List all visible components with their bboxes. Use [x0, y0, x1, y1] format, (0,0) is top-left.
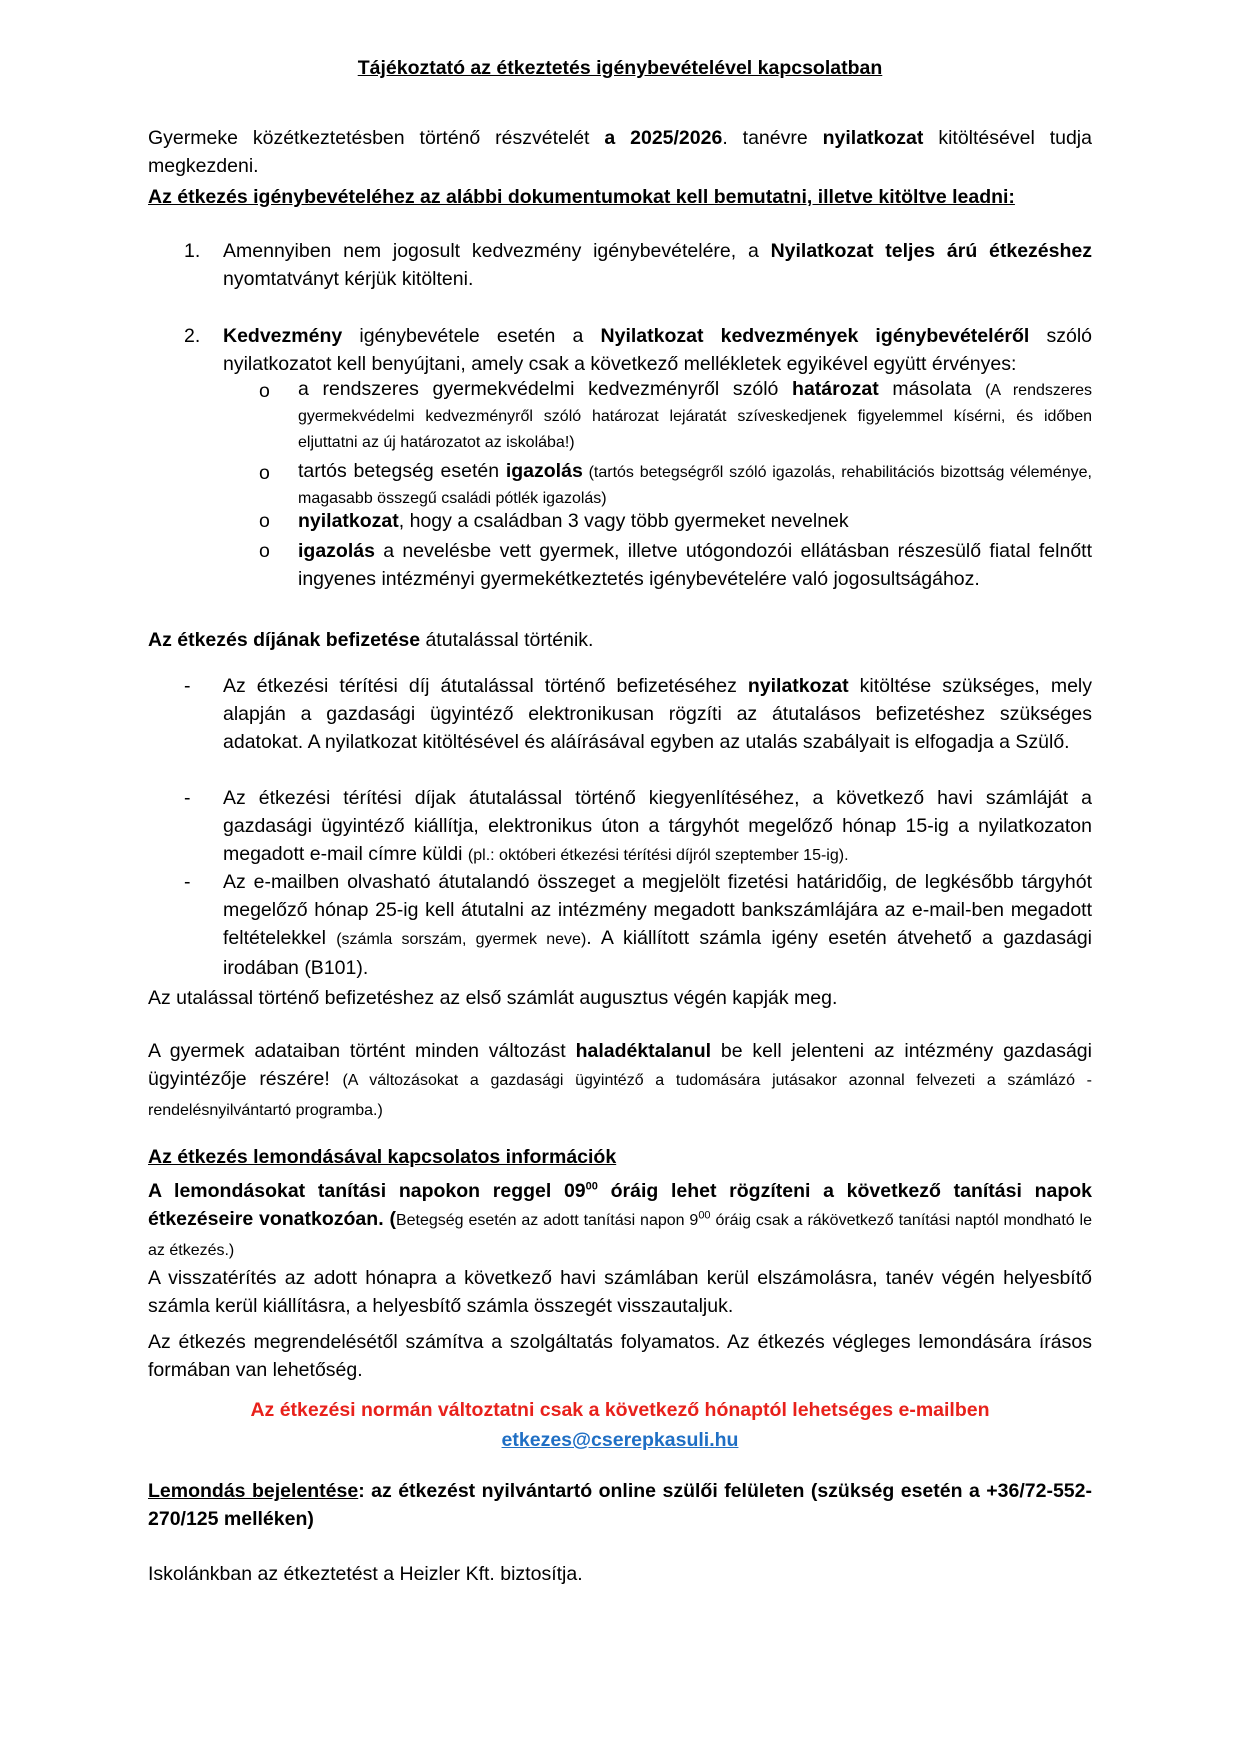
dash-marker: -: [184, 787, 191, 809]
changes-text: A gyermek adataiban történt minden változást: [148, 1040, 576, 1062]
payment-note: (pl.: októberi étkezési térítési díjról szeptember 15-ig).: [467, 847, 849, 864]
cancel-note: Betegség esetén az adott tanítási napon 9: [395, 1212, 699, 1229]
payment-text: Az e-mailben olvasható átutalandó összeget a megjelölt fizetési határidőig, de legkésőbb tárgyhót megelőző hónap 25-ig kell átutalni az intézmény megadott bankszámlájára az e-mail-ben megadott feltételekkel: [223, 871, 1092, 949]
document-title: Tájékoztató az étkeztetés igénybevételével kapcsolatban: [357, 57, 883, 79]
intro-year: a 2025/2026: [604, 127, 723, 149]
provider-text: Iskolánkban az étkeztetést a Heizler Kft. biztosítja.: [148, 1563, 583, 1585]
payment-bold: Az étkezés díjának befizetése: [148, 629, 421, 651]
form-name: Nyilatkozat teljes árú étkezéshez: [770, 240, 1092, 262]
sub-text: a nevelésbe vett gyermek, illetve utógondozói ellátásban részesülő fiatal felnőtt ingyenes intézményi gyermekétkeztetés igénybevételére való jogosultságához.: [298, 540, 1092, 590]
sub-bold: határozat: [792, 378, 879, 400]
changes-note: (A változásokat a gazdasági ügyintéző a tudomására jutásakor azonnal felvezeti a számlázó - rendelésnyilvántartó programba.): [148, 1072, 1093, 1119]
time-superscript: 00: [698, 1209, 711, 1222]
sub-text: tartós betegség esetén: [298, 460, 506, 482]
cancel-note: óráig csak a rákövetkező tanítási naptól mondható le az étkezés.): [148, 1212, 1092, 1259]
list-item-1: [223, 237, 1092, 293]
first-invoice-text: Az utalással történő befizetéshez az első számlát augusztus végén kapják meg.: [148, 987, 838, 1009]
intro-declaration: nyilatkozat: [822, 127, 924, 149]
sub-item-4: [298, 537, 1092, 593]
sub-bold: nyilatkozat: [298, 510, 399, 532]
cancellation-heading: Az étkezés lemondásával kapcsolatos információk: [148, 1146, 617, 1168]
list-text: Amennyiben nem jogosult kedvezmény igénybevételére, a: [223, 240, 771, 262]
payment-paragraph: [148, 626, 1092, 654]
cancel-bold: óráig lehet rögzíteni a következő tanítási napok étkezéseire vonatkozóan. (: [148, 1180, 1092, 1230]
payment-text: . A kiállított számla igény esetén átvehető a gazdasági irodában (B101).: [223, 927, 1092, 979]
payment-bold: nyilatkozat: [747, 675, 849, 697]
sub-note: (tartós betegségről szóló igazolás, rehabilitációs bizottság véleménye, magasabb összegű családi pótlék igazolás): [298, 464, 1093, 507]
sub-item-1: [298, 377, 1092, 455]
list-item-2: [223, 322, 1092, 378]
list-number: 1.: [184, 240, 201, 262]
time-superscript: 00: [585, 1180, 598, 1193]
sub-text: a rendszeres gyermekvédelmi kedvezményről szóló: [298, 378, 793, 400]
changes-text: be kell jelenteni az intézmény gazdasági ügyintézője részére!: [148, 1040, 1092, 1090]
changes-paragraph: [148, 1037, 1092, 1125]
payment-text: Az étkezési térítési díj átutalással történő befizetéséhez: [223, 675, 748, 697]
report-label: Lemondás bejelentése: [148, 1480, 359, 1502]
intro-text: kitöltésével tudja megkezdeni.: [148, 127, 1092, 177]
change-notice: Az étkezési normán változtatni csak a következő hónaptól lehetséges e-mailben: [250, 1399, 990, 1421]
intro-paragraph: [148, 124, 1092, 180]
sub-text: másolata: [878, 378, 986, 400]
payment-text: átutalással történik.: [420, 629, 594, 651]
dash-marker: -: [184, 871, 191, 893]
payment-item-3: [223, 868, 1092, 982]
list-text: szóló nyilatkozatot kell benyújtani, amely csak a következő mellékletek egyikével együtt érvényes:: [223, 325, 1092, 375]
report-paragraph: [148, 1477, 1092, 1533]
cancellation-rule: [148, 1177, 1092, 1265]
payment-item-1: [223, 672, 1092, 756]
list-bold: Kedvezmény: [223, 325, 343, 347]
report-text: : az étkezést nyilvántartó online szülői felületen (szükség esetén a +36/72-552-270/125 melléken): [148, 1480, 1092, 1530]
dash-marker: -: [184, 675, 191, 697]
sub-bold: igazolás: [505, 460, 583, 482]
bullet-icon: o: [259, 462, 270, 484]
intro-text: Gyermeke közétkeztetésben történő részvételét: [148, 127, 605, 149]
refund-paragraph: A visszatérítés az adott hónapra a következő havi számlában kerül elszámolásra, tanév végén helyesbítő számla kerül kiállításra, a helyesbítő számla összegét visszautaljuk.: [148, 1267, 1092, 1317]
email-link[interactable]: etkezes@cserepkasuli.hu: [501, 1429, 739, 1451]
sub-item-3: [298, 507, 1092, 535]
sub-item-2: [298, 459, 1092, 511]
sub-text: , hogy a családban 3 vagy több gyermeket nevelnek: [398, 510, 849, 532]
sub-bold: igazolás: [298, 540, 375, 562]
form-name: Nyilatkozat kedvezmények igénybevételéről: [600, 325, 1030, 347]
payment-note: (számla sorszám, gyermek neve): [336, 931, 587, 948]
cancel-bold: A lemondásokat tanítási napokon reggel 09: [148, 1180, 586, 1202]
payment-text: Az étkezési térítési díjak átutalással történő kiegyenlítéséhez, a következő havi számláját a gazdasági ügyintéző kiállítja, elektronikus úton a tárgyhót megelőző hónap 15-ig a nyilatkozaton megadott e-mail címre küldi: [223, 787, 1092, 865]
payment-item-2: [223, 784, 1092, 870]
list-text: igénybevétele esetén a: [342, 325, 601, 347]
bullet-icon: o: [259, 380, 270, 402]
sub-note: (A rendszeres gyermekvédelmi kedvezményről szóló határozat lejáratát szíveskedjenek figyelemmel kísérni, és időben eljuttatni az új határozatot az iskolába!): [298, 382, 1092, 451]
payment-text: kitöltése szükséges, mely alapján a gazdasági ügyintéző elektronikusan rögzíti az átutalásos befizetéshez szükséges adatokat. A nyilatkozat kitöltésével és aláírásával egyben az utalás szabályait is elfogadja a Szülő.: [223, 675, 1092, 753]
list-number: 2.: [184, 325, 201, 347]
continuous-service-paragraph: Az étkezés megrendelésétől számítva a szolgáltatás folyamatos. Az étkezés végleges lemondására írásos formában van lehetőség.: [148, 1331, 1092, 1381]
list-text: nyomtatványt kérjük kitölteni.: [223, 268, 474, 290]
changes-bold: haladéktalanul: [575, 1040, 712, 1062]
intro-text: . tanévre: [722, 127, 823, 149]
documents-heading: Az étkezés igénybevételéhez az alábbi dokumentumokat kell bemutatni, illetve kitöltve leadni:: [148, 186, 1015, 208]
bullet-icon: o: [259, 510, 270, 532]
bullet-icon: o: [259, 540, 270, 562]
